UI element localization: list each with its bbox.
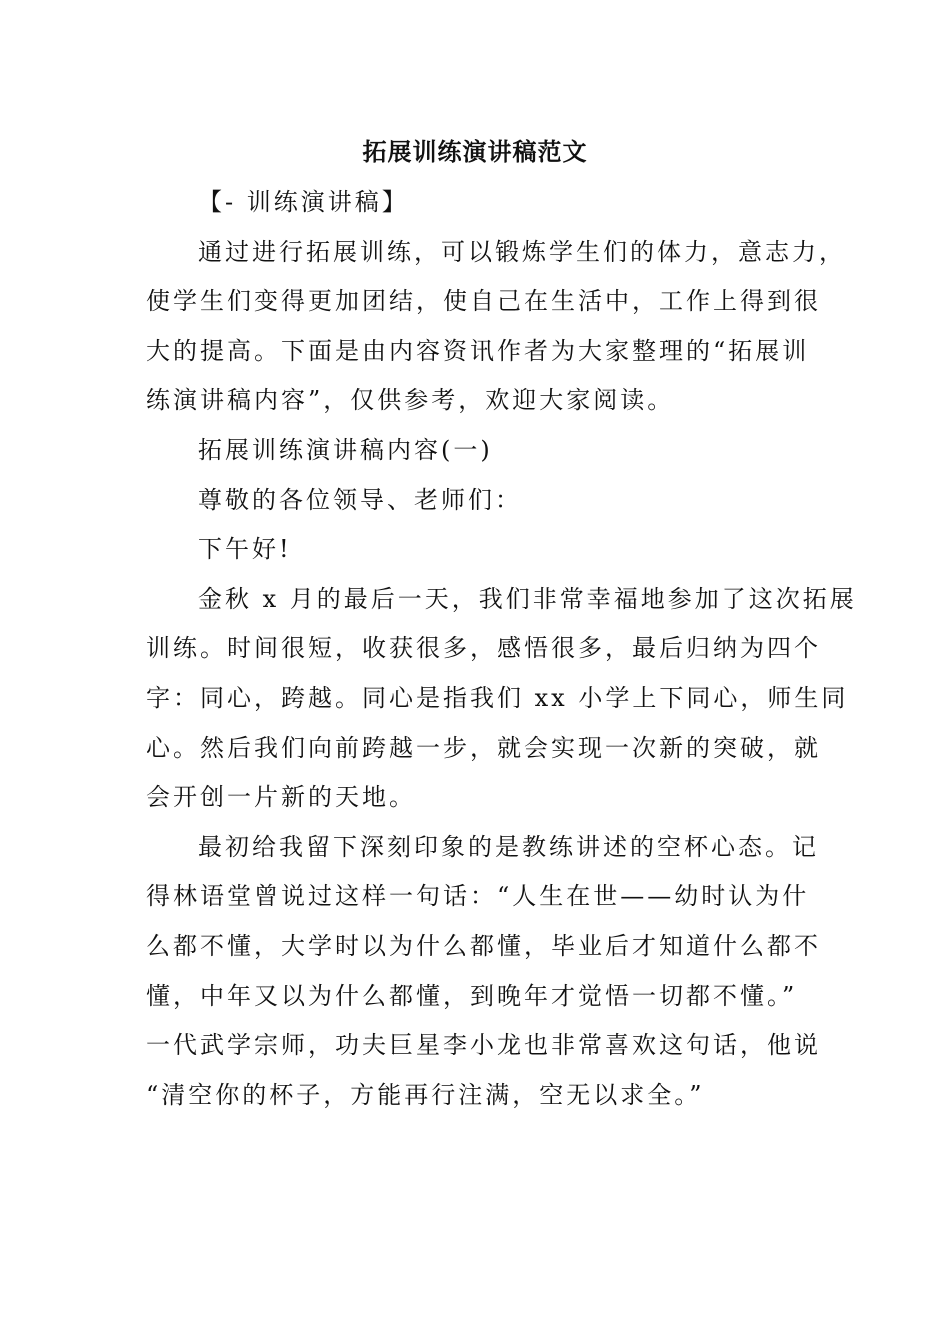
paragraph-line: 金秋 x 月的最后一天，我们非常幸福地参加了这次拓展 — [198, 584, 857, 613]
paragraph-line: 会开创一片新的天地。 — [146, 783, 416, 812]
section-tag: 【- 训练演讲稿】 — [198, 188, 409, 216]
paragraph-line: 心。然后我们向前跨越一步，就会实现一次新的突破，就 — [146, 733, 821, 762]
paragraph-line: 一代武学宗师，功夫巨星李小龙也非常喜欢这句话，他说 — [146, 1031, 821, 1060]
paragraph-line: 训练。时间很短，收获很多，感悟很多，最后归纳为四个 — [146, 634, 821, 663]
paragraph-line: 么都不懂，大学时以为什么都懂，毕业后才知道什么都不 — [146, 931, 821, 960]
paragraph-line: “清空你的杯子，方能再行注满，空无以求全。” — [146, 1080, 705, 1109]
paragraph-line: 最初给我留下深刻印象的是教练讲述的空杯心态。记 — [198, 832, 819, 861]
paragraph-line: 字：同心，跨越。同心是指我们 xx 小学上下同心，师生同 — [146, 683, 849, 712]
paragraph-line: 通过进行拓展训练，可以锻炼学生们的体力，意志力， — [198, 237, 846, 266]
paragraph-line: 得林语堂曾说过这样一句话：“人生在世——幼时认为什 — [146, 882, 810, 911]
paragraph-line: 使学生们变得更加团结，使自己在生活中，工作上得到很 — [146, 287, 821, 316]
section-heading: 拓展训练演讲稿内容(一) — [198, 435, 493, 464]
paragraph-line: 练演讲稿内容”，仅供参考，欢迎大家阅读。 — [146, 386, 675, 415]
document-title: 拓展训练演讲稿范文 — [362, 137, 588, 166]
greeting-line: 下午好! — [198, 535, 292, 564]
paragraph-line: 懂，中年又以为什么都懂，到晚年才觉悟一切都不懂。” — [146, 981, 798, 1010]
document-body — [146, 178, 857, 1120]
paragraph-line: 大的提高。下面是由内容资讯作者为大家整理的“拓展训 — [146, 336, 810, 365]
salutation-line: 尊敬的各位领导、老师们： — [198, 485, 522, 514]
